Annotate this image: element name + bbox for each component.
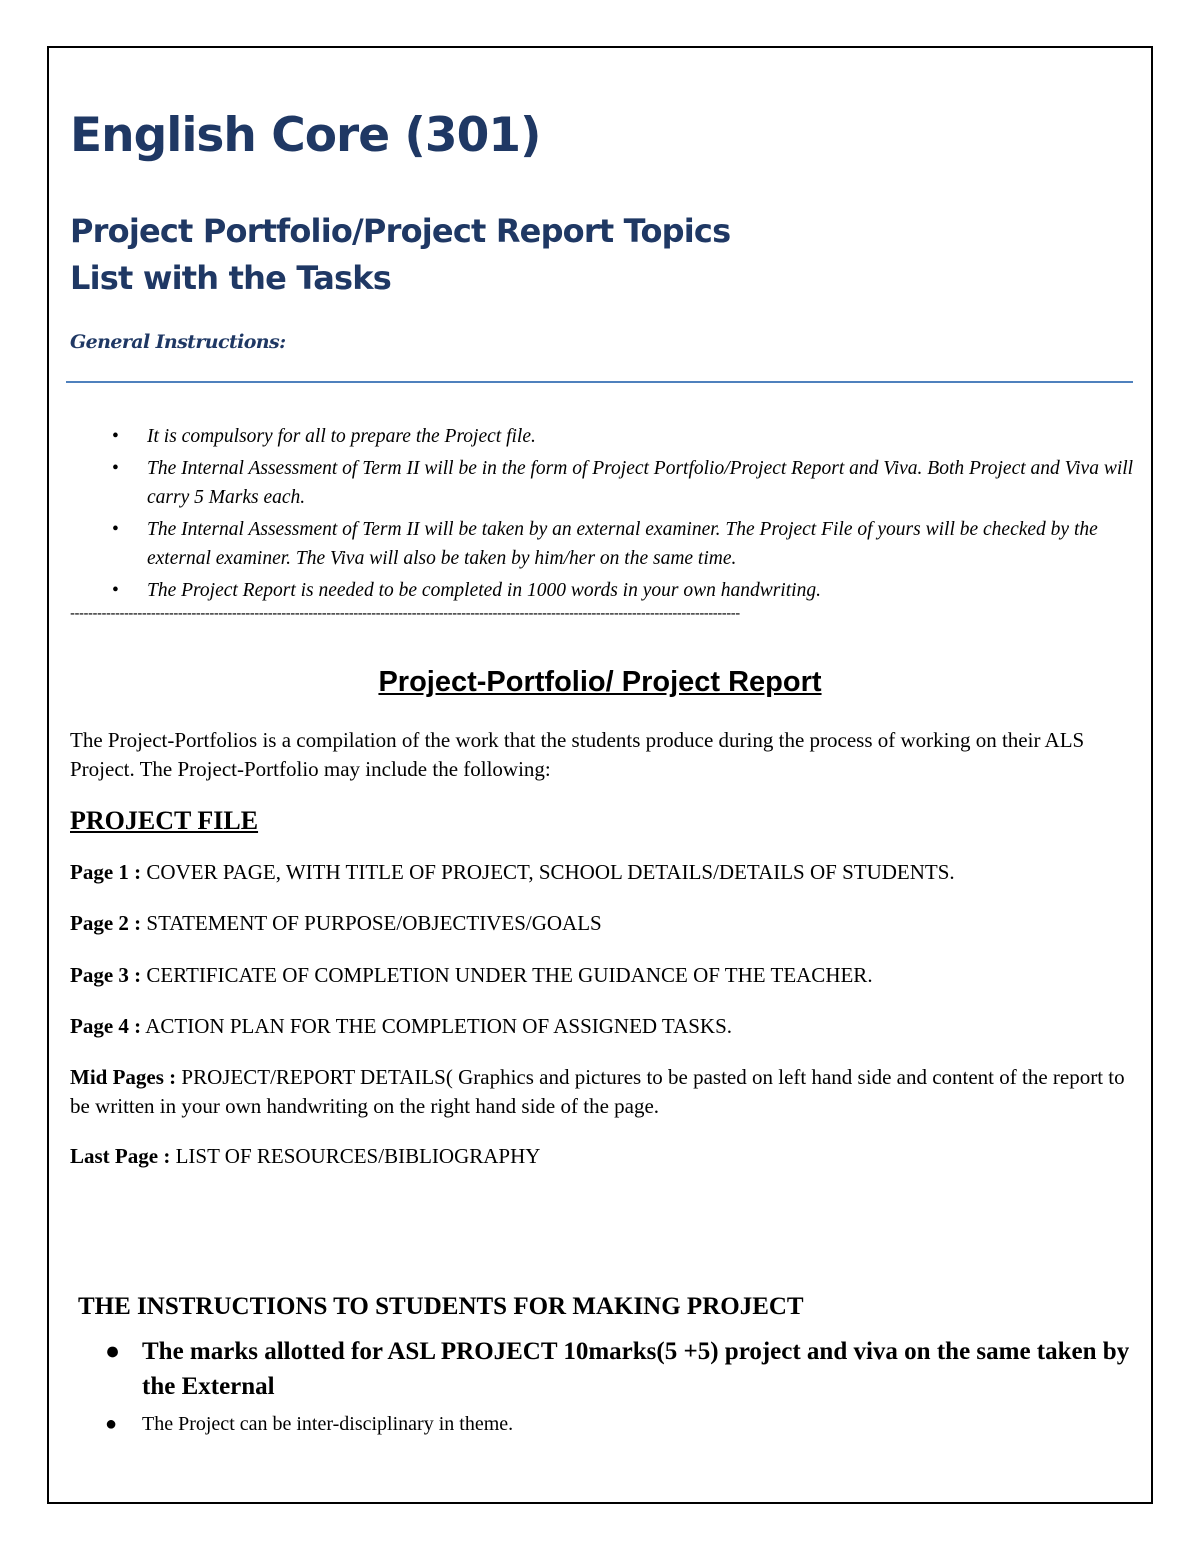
page-item-label: Last Page : bbox=[70, 1144, 171, 1168]
list-item bbox=[100, 576, 1140, 605]
list-item-text: It is compulsory for all to prepare the Project file. bbox=[147, 426, 536, 447]
page-item bbox=[70, 1012, 1140, 1041]
page-item-label: Page 2 : bbox=[70, 911, 142, 935]
page-item bbox=[70, 961, 1140, 990]
document-title: English Core (301) bbox=[70, 108, 541, 163]
list-item bbox=[100, 1410, 1140, 1438]
page-item-label: Mid Pages : bbox=[70, 1065, 177, 1089]
page-item bbox=[70, 909, 1140, 938]
page-item bbox=[70, 1063, 1140, 1121]
student-instructions-heading: THE INSTRUCTIONS TO STUDENTS FOR MAKING PROJECT bbox=[78, 1293, 804, 1320]
list-item bbox=[100, 1334, 1140, 1404]
list-item-text: The Project can be inter-disciplinary in theme. bbox=[142, 1413, 514, 1435]
list-item-text: The marks allotted for ASL PROJECT 10marks(5 +5) project and viva on the same taken by the External bbox=[142, 1338, 1130, 1400]
page-item-label: Page 4 : bbox=[70, 1014, 142, 1038]
general-instructions-label: General Instructions: bbox=[70, 331, 286, 353]
page-item-label: Page 3 : bbox=[70, 963, 142, 987]
portfolio-section-title: Project-Portfolio/ Project Report bbox=[378, 666, 822, 698]
page-item bbox=[70, 1142, 1140, 1171]
dashed-separator: ----------------------------------------------------------------------------------------------------------------------------------------------------- bbox=[70, 605, 740, 622]
general-instructions-list bbox=[100, 422, 1140, 605]
student-instructions-list bbox=[100, 1334, 1140, 1438]
list-item-text: The Internal Assessment of Term II will be taken by an external examiner. The Project File of yours will be checked by the external examiner. The Viva will also be taken by him/her on the same time. bbox=[147, 519, 1098, 569]
bullet-icon: • bbox=[112, 426, 119, 447]
page-item-text: COVER PAGE, WITH TITLE OF PROJECT, SCHOOL DETAILS/DETAILS OF STUDENTS. bbox=[141, 860, 955, 884]
bullet-icon: ● bbox=[105, 1338, 121, 1365]
page-item bbox=[70, 858, 1140, 887]
list-item bbox=[100, 422, 1140, 451]
bullet-icon: ● bbox=[105, 1413, 118, 1435]
list-item-text: The Project Report is needed to be completed in 1000 words in your own handwriting. bbox=[147, 580, 821, 601]
list-item bbox=[100, 454, 1140, 512]
subtitle-line-1: Project Portfolio/Project Report Topics bbox=[70, 212, 731, 250]
page-item-text: ACTION PLAN FOR THE COMPLETION OF ASSIGNED TASKS. bbox=[141, 1014, 733, 1038]
project-file-heading: PROJECT FILE bbox=[70, 806, 259, 835]
heading-divider bbox=[66, 381, 1133, 383]
bullet-icon: • bbox=[112, 458, 119, 479]
page-item-text: LIST OF RESOURCES/BIBLIOGRAPHY bbox=[170, 1144, 541, 1168]
document-subtitle bbox=[70, 208, 730, 302]
list-item bbox=[100, 515, 1140, 573]
page-item-text: CERTIFICATE OF COMPLETION UNDER THE GUIDANCE OF THE TEACHER. bbox=[141, 963, 873, 987]
list-item-text: The Internal Assessment of Term II will be in the form of Project Portfolio/Project Report and Viva. Both Project and Viva will carry 5 Marks each. bbox=[147, 458, 1134, 508]
page-item-text: STATEMENT OF PURPOSE/OBJECTIVES/GOALS bbox=[141, 911, 602, 935]
page-item-label: Page 1 : bbox=[70, 860, 142, 884]
subtitle-line-2: List with the Tasks bbox=[70, 259, 391, 297]
bullet-icon: • bbox=[112, 519, 119, 540]
page-item-text: PROJECT/REPORT DETAILS( Graphics and pictures to be pasted on left hand side and content of the report to be written in your own handwriting on the right hand side of the page. bbox=[70, 1065, 1125, 1118]
bullet-icon: • bbox=[112, 580, 119, 601]
portfolio-intro: The Project-Portfolios is a compilation of the work that the students produce during the process of working on their ALS Project. The Project-Portfolio may include the following: bbox=[70, 728, 1085, 781]
